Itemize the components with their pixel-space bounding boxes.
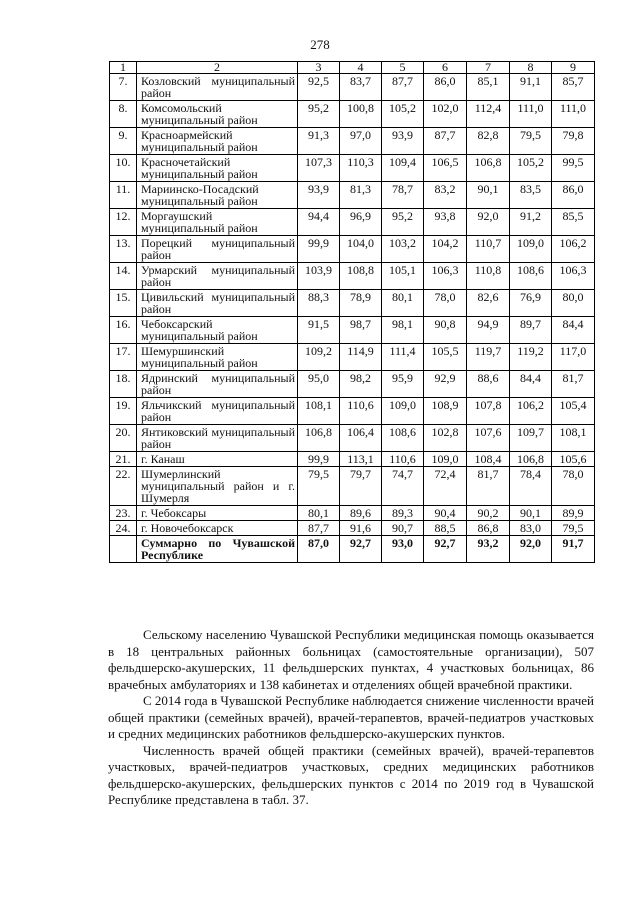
value-cell: 98,7 (340, 317, 382, 344)
value-cell: 110,3 (340, 155, 382, 182)
value-cell: 81,3 (340, 182, 382, 209)
value-cell: 83,0 (510, 521, 552, 536)
value-cell: 99,9 (298, 452, 340, 467)
district-name-cell: Яльчикский муниципальный район (137, 398, 298, 425)
value-cell: 89,7 (510, 317, 552, 344)
district-name-cell: Урмарский муниципальный район (137, 263, 298, 290)
value-cell: 84,4 (552, 317, 595, 344)
district-name-cell: Мариинско-Посадский муниципальный район (137, 182, 298, 209)
value-cell: 109,2 (298, 344, 340, 371)
value-cell: 88,3 (298, 290, 340, 317)
table-row (110, 74, 595, 101)
value-cell: 88,6 (467, 371, 510, 398)
value-cell: 90,1 (510, 506, 552, 521)
value-cell: 109,0 (424, 452, 467, 467)
value-cell: 89,9 (552, 506, 595, 521)
value-cell: 109,0 (510, 236, 552, 263)
value-cell: 84,4 (510, 371, 552, 398)
value-cell: 9 (552, 62, 595, 74)
table-row (110, 317, 595, 344)
value-cell: 102,8 (424, 425, 467, 452)
value-cell: 87,0 (298, 536, 340, 563)
value-cell: 107,6 (467, 425, 510, 452)
row-number-cell: 21. (110, 452, 137, 467)
value-cell: 110,6 (340, 398, 382, 425)
value-cell: 99,5 (552, 155, 595, 182)
district-name-cell: Суммарно по Чувашской Республике (137, 536, 298, 563)
value-cell: 100,8 (340, 101, 382, 128)
value-cell: 106,8 (510, 452, 552, 467)
value-cell: 105,6 (552, 452, 595, 467)
value-cell: 108,8 (340, 263, 382, 290)
value-cell: 78,4 (510, 467, 552, 506)
table-row (110, 506, 595, 521)
value-cell: 90,1 (467, 182, 510, 209)
value-cell: 93,8 (424, 209, 467, 236)
value-cell: 111,4 (382, 344, 424, 371)
value-cell: 90,8 (424, 317, 467, 344)
value-cell: 86,0 (424, 74, 467, 101)
value-cell: 93,9 (298, 182, 340, 209)
value-cell: 94,9 (467, 317, 510, 344)
district-name-cell: 2 (137, 62, 298, 74)
district-name-cell: Порецкий муниципальный район (137, 236, 298, 263)
value-cell: 91,5 (298, 317, 340, 344)
value-cell: 83,5 (510, 182, 552, 209)
paragraph-decline: С 2014 года в Чувашской Республике наблюдается снижение численности врачей общей практики (семейных врачей), врачей-терапевтов, врачей-педиатров участковых и средних медицинских работников фельдшерско-акушерских пунктов. (108, 693, 594, 741)
value-cell: 85,1 (467, 74, 510, 101)
value-cell: 85,5 (552, 209, 595, 236)
value-cell: 95,9 (382, 371, 424, 398)
value-cell: 108,9 (424, 398, 467, 425)
district-name-cell: Красночетайский муниципальный район (137, 155, 298, 182)
table-row (110, 182, 595, 209)
value-cell: 78,9 (340, 290, 382, 317)
value-cell: 76,9 (510, 290, 552, 317)
value-cell: 117,0 (552, 344, 595, 371)
district-name-cell: Моргаушский муниципальный район (137, 209, 298, 236)
district-name-cell: Шумерлинский муниципальный район и г. Шумерля (137, 467, 298, 506)
value-cell: 5 (382, 62, 424, 74)
value-cell: 110,8 (467, 263, 510, 290)
table-row (110, 128, 595, 155)
row-number-cell: 10. (110, 155, 137, 182)
table-body (110, 62, 595, 563)
value-cell: 106,8 (298, 425, 340, 452)
value-cell: 109,7 (510, 425, 552, 452)
value-cell: 104,2 (424, 236, 467, 263)
value-cell: 3 (298, 62, 340, 74)
value-cell: 108,1 (298, 398, 340, 425)
district-name-cell: Красноармейский муниципальный район (137, 128, 298, 155)
row-number-cell: 12. (110, 209, 137, 236)
table-row (110, 521, 595, 536)
district-name-cell: Ядринский муниципальный район (137, 371, 298, 398)
row-number-cell (110, 536, 137, 563)
value-cell: 90,2 (467, 506, 510, 521)
value-cell: 108,6 (510, 263, 552, 290)
value-cell: 78,7 (382, 182, 424, 209)
value-cell: 105,5 (424, 344, 467, 371)
value-cell: 102,0 (424, 101, 467, 128)
value-cell: 91,3 (298, 128, 340, 155)
value-cell: 99,9 (298, 236, 340, 263)
value-cell: 119,2 (510, 344, 552, 371)
row-number-cell: 23. (110, 506, 137, 521)
value-cell: 81,7 (467, 467, 510, 506)
value-cell: 106,2 (510, 398, 552, 425)
value-cell: 91,7 (552, 536, 595, 563)
value-cell: 103,2 (382, 236, 424, 263)
table-row (110, 425, 595, 452)
value-cell: 87,7 (424, 128, 467, 155)
district-name-cell: г. Канаш (137, 452, 298, 467)
value-cell: 93,9 (382, 128, 424, 155)
value-cell: 79,5 (552, 521, 595, 536)
value-cell: 79,5 (298, 467, 340, 506)
row-number-cell: 18. (110, 371, 137, 398)
row-number-cell: 19. (110, 398, 137, 425)
value-cell: 79,5 (510, 128, 552, 155)
row-number-cell: 17. (110, 344, 137, 371)
value-cell: 80,1 (298, 506, 340, 521)
table-row (110, 236, 595, 263)
district-name-cell: Цивильский муниципальный район (137, 290, 298, 317)
table-row (110, 452, 595, 467)
value-cell: 74,7 (382, 467, 424, 506)
value-cell: 81,7 (552, 371, 595, 398)
value-cell: 113,1 (340, 452, 382, 467)
paragraph-rural-care: Сельскому населению Чувашской Республики медицинская помощь оказывается в 18 центральных районных больницах (самостоятельные организации), 507 фельдшерско-акушерских, 11 фельдшерских пунктах, 4 участковых больницах, 86 врачебных амбулаториях и 138 кабинетах и отделениях общей врачебной практики. (108, 627, 594, 692)
value-cell: 92,7 (340, 536, 382, 563)
value-cell: 112,4 (467, 101, 510, 128)
value-cell: 89,6 (340, 506, 382, 521)
value-cell: 93,2 (467, 536, 510, 563)
value-cell: 86,0 (552, 182, 595, 209)
value-cell: 7 (467, 62, 510, 74)
table-row (110, 155, 595, 182)
value-cell: 105,1 (382, 263, 424, 290)
value-cell: 8 (510, 62, 552, 74)
table-row (110, 290, 595, 317)
row-number-cell: 13. (110, 236, 137, 263)
table-row (110, 467, 595, 506)
district-name-cell: Козловский муниципальный район (137, 74, 298, 101)
value-cell: 98,1 (382, 317, 424, 344)
value-cell: 80,1 (382, 290, 424, 317)
value-cell: 78,0 (552, 467, 595, 506)
district-name-cell: г. Новочебоксарск (137, 521, 298, 536)
paragraph-table-reference: Численность врачей общей практики (семейных врачей), врачей-терапевтов участковых, врачей-педиатров участковых, средних медицинских работников фельдшерско-акушерских, фельдшерских пунктов с 2014 по 2019 год в Чувашской Республике представлена в табл. 37. (108, 742, 594, 807)
value-cell: 79,8 (552, 128, 595, 155)
value-cell: 106,4 (340, 425, 382, 452)
value-cell: 92,5 (298, 74, 340, 101)
table-row (110, 209, 595, 236)
value-cell: 92,0 (467, 209, 510, 236)
row-number-cell: 15. (110, 290, 137, 317)
table-total-row (110, 536, 595, 563)
row-number-cell: 9. (110, 128, 137, 155)
value-cell: 4 (340, 62, 382, 74)
row-number-cell: 8. (110, 101, 137, 128)
value-cell: 90,4 (424, 506, 467, 521)
row-number-cell: 1 (110, 62, 137, 74)
value-cell: 109,0 (382, 398, 424, 425)
row-number-cell: 7. (110, 74, 137, 101)
district-name-cell: Комсомольский муниципальный район (137, 101, 298, 128)
value-cell: 106,5 (424, 155, 467, 182)
value-cell: 114,9 (340, 344, 382, 371)
district-name-cell: Чебоксарский муниципальный район (137, 317, 298, 344)
value-cell: 6 (424, 62, 467, 74)
value-cell: 95,2 (298, 101, 340, 128)
row-number-cell: 11. (110, 182, 137, 209)
value-cell: 92,9 (424, 371, 467, 398)
value-cell: 82,8 (467, 128, 510, 155)
district-name-cell: г. Чебоксары (137, 506, 298, 521)
value-cell: 103,9 (298, 263, 340, 290)
page-number: 278 (310, 37, 330, 52)
row-number-cell: 16. (110, 317, 137, 344)
table-row (110, 101, 595, 128)
value-cell: 87,7 (298, 521, 340, 536)
body-text (108, 627, 594, 809)
value-cell: 88,5 (424, 521, 467, 536)
value-cell: 95,0 (298, 371, 340, 398)
table-row (110, 398, 595, 425)
value-cell: 111,0 (510, 101, 552, 128)
value-cell: 91,1 (510, 74, 552, 101)
value-cell: 98,2 (340, 371, 382, 398)
value-cell: 108,4 (467, 452, 510, 467)
value-cell: 110,7 (467, 236, 510, 263)
statistics-table (109, 61, 595, 563)
value-cell: 79,7 (340, 467, 382, 506)
value-cell: 106,3 (552, 263, 595, 290)
value-cell: 96,9 (340, 209, 382, 236)
value-cell: 97,0 (340, 128, 382, 155)
value-cell: 78,0 (424, 290, 467, 317)
value-cell: 108,1 (552, 425, 595, 452)
value-cell: 92,7 (424, 536, 467, 563)
value-cell: 87,7 (382, 74, 424, 101)
value-cell: 107,8 (467, 398, 510, 425)
value-cell: 106,3 (424, 263, 467, 290)
row-number-cell: 24. (110, 521, 137, 536)
district-name-cell: Янтиковский муниципальный район (137, 425, 298, 452)
value-cell: 91,6 (340, 521, 382, 536)
value-cell: 111,0 (552, 101, 595, 128)
value-cell: 107,3 (298, 155, 340, 182)
value-cell: 95,2 (382, 209, 424, 236)
table-row (110, 371, 595, 398)
row-number-cell: 14. (110, 263, 137, 290)
district-name-cell: Шемуршинский муниципальный район (137, 344, 298, 371)
value-cell: 72,4 (424, 467, 467, 506)
value-cell: 94,4 (298, 209, 340, 236)
value-cell: 86,8 (467, 521, 510, 536)
value-cell: 105,2 (510, 155, 552, 182)
row-number-cell: 20. (110, 425, 137, 452)
row-number-cell: 22. (110, 467, 137, 506)
value-cell: 108,6 (382, 425, 424, 452)
table-row (110, 344, 595, 371)
table-row (110, 263, 595, 290)
value-cell: 104,0 (340, 236, 382, 263)
value-cell: 80,0 (552, 290, 595, 317)
value-cell: 119,7 (467, 344, 510, 371)
value-cell: 110,6 (382, 452, 424, 467)
value-cell: 83,7 (340, 74, 382, 101)
value-cell: 106,8 (467, 155, 510, 182)
value-cell: 91,2 (510, 209, 552, 236)
value-cell: 82,6 (467, 290, 510, 317)
value-cell: 89,3 (382, 506, 424, 521)
value-cell: 109,4 (382, 155, 424, 182)
value-cell: 106,2 (552, 236, 595, 263)
value-cell: 105,4 (552, 398, 595, 425)
value-cell: 93,0 (382, 536, 424, 563)
value-cell: 92,0 (510, 536, 552, 563)
value-cell: 90,7 (382, 521, 424, 536)
table-header-row (110, 62, 595, 74)
value-cell: 105,2 (382, 101, 424, 128)
value-cell: 83,2 (424, 182, 467, 209)
value-cell: 85,7 (552, 74, 595, 101)
